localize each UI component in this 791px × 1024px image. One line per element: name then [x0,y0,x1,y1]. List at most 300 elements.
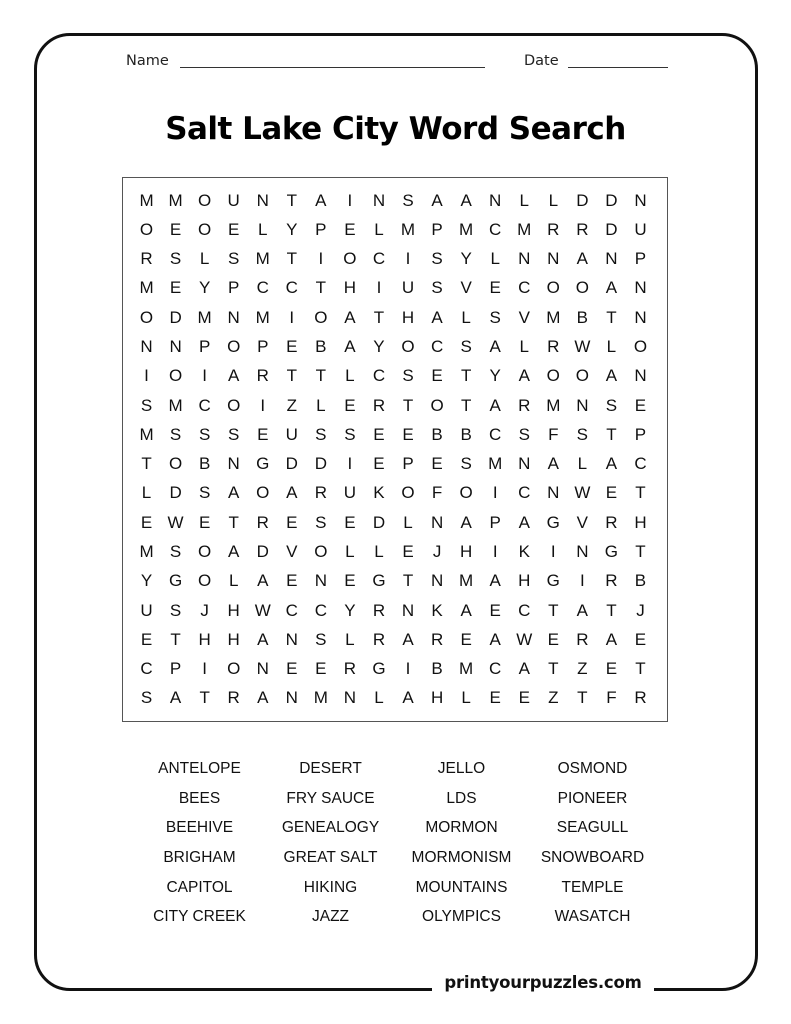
grid-cell[interactable]: T [170,629,181,649]
grid-cell[interactable]: T [460,366,472,386]
grid-cell[interactable]: W [574,483,591,503]
grid-cell[interactable]: F [548,424,559,444]
grid-cell[interactable]: G [372,659,386,679]
grid-cell[interactable]: R [314,483,327,503]
grid-cell[interactable]: N [314,571,327,591]
grid-cell[interactable]: C [430,337,444,357]
grid-cell[interactable]: O [168,454,183,474]
grid-cell[interactable]: A [605,366,618,386]
grid-cell[interactable]: T [402,571,414,591]
grid-cell[interactable]: P [198,337,211,357]
grid-cell[interactable]: D [169,483,182,503]
grid-cell[interactable]: A [489,337,501,357]
grid-cell[interactable]: E [402,424,414,444]
grid-cell[interactable]: A [402,629,414,649]
grid-cell[interactable]: O [459,483,473,503]
grid-cell[interactable]: C [634,454,647,474]
grid-cell[interactable]: B [431,424,443,444]
grid-cell[interactable]: O [256,483,270,503]
grid-cell[interactable]: W [516,629,533,649]
grid-cell[interactable]: T [635,541,646,561]
grid-cell[interactable]: R [343,659,357,679]
grid-cell[interactable]: D [605,190,618,210]
grid-cell[interactable]: G [546,571,560,591]
grid-cell[interactable]: U [227,190,240,210]
grid-cell[interactable]: I [347,454,353,474]
grid-cell[interactable]: O [227,337,241,357]
grid-cell[interactable]: E [344,395,356,415]
grid-cell[interactable]: C [518,278,531,298]
grid-cell[interactable]: E [228,219,240,239]
grid-cell[interactable]: G [604,541,619,561]
grid-cell[interactable]: F [606,688,617,708]
grid-cell[interactable]: A [489,571,501,591]
grid-cell[interactable]: M [139,190,154,210]
grid-cell[interactable]: E [489,600,501,620]
grid-cell[interactable]: T [402,395,414,415]
grid-cell[interactable]: C [285,278,298,298]
grid-cell[interactable]: I [492,541,498,561]
grid-cell[interactable]: M [488,454,503,474]
grid-cell[interactable]: A [315,190,327,210]
grid-cell[interactable]: E [547,629,559,649]
grid-cell[interactable]: R [576,219,589,239]
grid-cell[interactable]: Y [140,571,153,591]
grid-cell[interactable]: S [315,424,327,444]
grid-cell[interactable]: M [459,571,474,591]
grid-cell[interactable]: S [228,424,240,444]
grid-cell[interactable]: T [606,600,617,620]
grid-cell[interactable]: C [489,659,502,679]
grid-cell[interactable]: O [139,219,154,239]
grid-cell[interactable]: S [605,395,618,415]
grid-cell[interactable]: U [634,219,647,239]
grid-cell[interactable]: H [198,629,211,649]
grid-cell[interactable]: E [344,571,356,591]
grid-cell[interactable]: D [576,190,589,210]
grid-cell[interactable]: N [285,688,298,708]
grid-cell[interactable]: N [227,454,240,474]
grid-cell[interactable]: M [546,307,561,327]
grid-cell[interactable]: E [605,483,618,503]
grid-cell[interactable]: E [431,366,443,386]
grid-cell[interactable]: P [228,278,240,298]
grid-cell[interactable]: C [314,600,327,620]
grid-cell[interactable]: T [286,249,297,269]
grid-cell[interactable]: A [518,366,530,386]
grid-cell[interactable]: M [400,219,416,239]
grid-cell[interactable]: H [227,600,240,620]
grid-cell[interactable]: W [254,600,271,620]
grid-cell[interactable]: P [315,219,327,239]
grid-cell[interactable]: N [634,307,647,327]
grid-cell[interactable]: N [518,249,531,269]
grid-cell[interactable]: B [634,571,647,591]
grid-cell[interactable]: T [460,395,472,415]
grid-cell[interactable]: I [318,249,324,269]
grid-cell[interactable]: T [141,454,152,474]
grid-cell[interactable]: T [199,688,210,708]
grid-cell[interactable]: S [460,337,472,357]
grid-cell[interactable]: E [489,688,501,708]
grid-cell[interactable]: A [228,366,240,386]
grid-cell[interactable]: S [431,249,443,269]
grid-cell[interactable]: S [344,424,356,444]
grid-cell[interactable]: S [402,366,414,386]
grid-cell[interactable]: N [140,337,153,357]
grid-cell[interactable]: I [405,249,411,269]
grid-cell[interactable]: C [198,395,211,415]
grid-cell[interactable]: N [518,454,531,474]
grid-cell[interactable]: K [373,483,385,503]
grid-cell[interactable]: M [459,659,474,679]
grid-cell[interactable]: M [255,249,270,269]
grid-cell[interactable]: C [256,278,269,298]
grid-cell[interactable]: V [286,541,298,561]
grid-cell[interactable]: Y [198,278,211,298]
grid-cell[interactable]: C [489,424,502,444]
grid-cell[interactable]: T [606,424,617,444]
grid-cell[interactable]: A [605,278,618,298]
grid-cell[interactable]: L [316,395,326,415]
grid-cell[interactable]: L [141,483,152,503]
grid-cell[interactable]: E [373,424,385,444]
grid-cell[interactable]: L [228,571,239,591]
grid-cell[interactable]: C [140,659,153,679]
grid-cell[interactable]: Z [577,659,588,679]
grid-cell[interactable]: Y [489,366,501,386]
grid-cell[interactable]: N [605,249,618,269]
grid-cell[interactable]: C [372,366,386,386]
grid-cell[interactable]: L [519,190,529,210]
grid-cell[interactable]: D [605,219,618,239]
grid-cell[interactable]: N [489,190,502,210]
grid-cell[interactable]: P [169,659,182,679]
grid-cell[interactable]: B [576,307,589,327]
grid-cell[interactable]: M [139,278,154,298]
grid-cell[interactable]: H [459,541,473,561]
grid-cell[interactable]: M [139,541,154,561]
grid-cell[interactable]: N [343,688,357,708]
grid-cell[interactable]: S [169,541,182,561]
grid-cell[interactable]: A [605,454,618,474]
grid-cell[interactable]: P [431,219,443,239]
grid-cell[interactable]: A [576,600,589,620]
grid-cell[interactable]: G [256,454,270,474]
grid-cell[interactable]: I [202,366,207,386]
grid-cell[interactable]: S [228,249,240,269]
grid-cell[interactable]: R [430,629,444,649]
grid-cell[interactable]: A [344,307,356,327]
grid-cell[interactable]: S [140,688,153,708]
grid-cell[interactable]: A [228,541,240,561]
grid-cell[interactable]: S [431,278,443,298]
grid-cell[interactable]: P [634,424,647,444]
grid-cell[interactable]: U [401,278,415,298]
grid-cell[interactable]: W [167,512,184,532]
grid-cell[interactable]: C [518,600,531,620]
grid-cell[interactable]: I [289,307,295,327]
grid-cell[interactable]: S [169,600,182,620]
grid-cell[interactable]: R [605,512,618,532]
grid-cell[interactable]: L [606,337,617,357]
grid-cell[interactable]: A [518,512,530,532]
grid-cell[interactable]: N [634,190,647,210]
grid-cell[interactable]: T [315,366,327,386]
grid-cell[interactable]: M [313,688,328,708]
grid-cell[interactable]: M [168,190,183,210]
grid-cell[interactable]: A [489,629,501,649]
grid-cell[interactable]: E [634,395,647,415]
grid-cell[interactable]: O [198,541,212,561]
grid-cell[interactable]: N [634,366,647,386]
grid-cell[interactable]: T [606,307,617,327]
grid-cell[interactable]: K [518,541,530,561]
grid-cell[interactable]: M [139,424,154,444]
grid-cell[interactable]: N [372,190,386,210]
grid-cell[interactable]: H [401,307,415,327]
grid-cell[interactable]: V [576,512,589,532]
grid-cell[interactable]: E [140,629,153,649]
grid-cell[interactable]: U [343,483,357,503]
grid-cell[interactable]: N [576,541,589,561]
grid-cell[interactable]: E [460,629,472,649]
grid-cell[interactable]: I [492,483,498,503]
grid-cell[interactable]: R [372,629,386,649]
grid-cell[interactable]: S [576,424,589,444]
grid-cell[interactable]: E [169,278,182,298]
grid-cell[interactable]: I [144,366,149,386]
grid-cell[interactable]: N [256,659,269,679]
grid-cell[interactable]: A [228,483,240,503]
grid-cell[interactable]: M [546,395,561,415]
grid-cell[interactable]: T [635,659,646,679]
grid-cell[interactable]: A [547,454,559,474]
grid-cell[interactable]: S [169,249,182,269]
grid-cell[interactable]: A [460,190,472,210]
grid-cell[interactable]: K [431,600,443,620]
grid-cell[interactable]: A [169,688,182,708]
grid-cell[interactable]: O [633,337,648,357]
grid-cell[interactable]: S [140,395,153,415]
grid-cell[interactable]: A [257,629,269,649]
grid-cell[interactable]: E [373,454,385,474]
grid-cell[interactable]: C [489,219,502,239]
grid-cell[interactable]: I [550,541,556,561]
grid-cell[interactable]: T [373,307,385,327]
grid-cell[interactable]: H [518,571,531,591]
grid-cell[interactable]: N [547,483,560,503]
grid-cell[interactable]: E [634,629,647,649]
grid-cell[interactable]: O [401,337,415,357]
grid-cell[interactable]: O [314,307,328,327]
grid-cell[interactable]: L [199,249,210,269]
grid-cell[interactable]: A [257,688,269,708]
grid-cell[interactable]: C [285,600,298,620]
grid-cell[interactable]: P [489,512,501,532]
grid-cell[interactable]: P [257,337,269,357]
grid-cell[interactable]: O [430,395,444,415]
grid-cell[interactable]: E [489,278,501,298]
grid-cell[interactable]: G [372,571,386,591]
grid-cell[interactable]: L [374,541,384,561]
grid-cell[interactable]: O [227,659,241,679]
grid-cell[interactable]: A [257,571,269,591]
grid-cell[interactable]: B [315,337,327,357]
grid-cell[interactable]: N [430,512,444,532]
grid-cell[interactable]: L [548,190,559,210]
grid-cell[interactable]: N [285,629,298,649]
grid-cell[interactable]: T [286,190,297,210]
grid-cell[interactable]: O [314,541,328,561]
grid-cell[interactable]: L [461,307,471,327]
grid-cell[interactable]: O [546,366,560,386]
grid-cell[interactable]: N [256,190,269,210]
grid-cell[interactable]: M [168,395,183,415]
grid-cell[interactable]: B [198,454,211,474]
grid-cell[interactable]: S [315,512,327,532]
name-field-line[interactable] [180,67,485,68]
grid-cell[interactable]: S [402,190,414,210]
grid-cell[interactable]: S [198,483,211,503]
grid-cell[interactable]: R [576,629,589,649]
grid-cell[interactable]: T [286,366,297,386]
grid-cell[interactable]: T [228,512,239,532]
grid-cell[interactable]: E [286,571,298,591]
grid-cell[interactable]: O [198,190,212,210]
grid-cell[interactable]: J [200,600,209,620]
grid-cell[interactable]: E [286,512,298,532]
grid-cell[interactable]: C [372,249,386,269]
grid-cell[interactable]: R [372,600,386,620]
grid-cell[interactable]: D [314,454,327,474]
grid-cell[interactable]: Y [460,249,472,269]
grid-cell[interactable]: L [345,541,355,561]
grid-cell[interactable]: D [285,454,298,474]
grid-cell[interactable]: R [227,688,240,708]
grid-cell[interactable]: E [344,219,356,239]
grid-cell[interactable]: D [169,307,182,327]
grid-cell[interactable]: A [489,395,501,415]
grid-cell[interactable]: M [255,307,270,327]
grid-cell[interactable]: N [547,249,560,269]
grid-cell[interactable]: N [227,307,240,327]
grid-cell[interactable]: O [546,278,560,298]
grid-cell[interactable]: H [343,278,357,298]
grid-cell[interactable]: I [376,278,382,298]
grid-cell[interactable]: D [256,541,269,561]
grid-cell[interactable]: O [168,366,183,386]
grid-cell[interactable]: Y [286,219,298,239]
grid-cell[interactable]: N [169,337,182,357]
grid-cell[interactable]: S [518,424,530,444]
grid-cell[interactable]: U [140,600,153,620]
grid-cell[interactable]: R [634,688,647,708]
grid-cell[interactable]: I [260,395,266,415]
grid-cell[interactable]: A [286,483,298,503]
grid-cell[interactable]: E [169,219,182,239]
grid-cell[interactable]: R [547,219,560,239]
grid-cell[interactable]: P [402,454,414,474]
grid-cell[interactable]: E [198,512,211,532]
grid-cell[interactable]: S [169,424,182,444]
grid-cell[interactable]: W [574,337,591,357]
grid-cell[interactable]: S [198,424,211,444]
grid-cell[interactable]: M [459,219,474,239]
grid-cell[interactable]: M [197,307,212,327]
grid-cell[interactable]: H [430,688,444,708]
grid-cell[interactable]: A [344,337,356,357]
grid-cell[interactable]: L [374,219,384,239]
grid-cell[interactable]: U [285,424,298,444]
grid-cell[interactable]: L [577,454,588,474]
grid-cell[interactable]: O [343,249,357,269]
grid-cell[interactable]: H [227,629,240,649]
grid-cell[interactable]: A [460,600,472,620]
grid-cell[interactable]: E [286,659,298,679]
grid-cell[interactable]: S [460,454,472,474]
grid-cell[interactable]: O [227,395,241,415]
grid-cell[interactable]: J [636,600,645,620]
grid-cell[interactable]: Z [548,688,559,708]
grid-cell[interactable]: R [372,395,386,415]
grid-cell[interactable]: R [605,571,618,591]
grid-cell[interactable]: R [256,366,269,386]
grid-cell[interactable]: T [635,483,646,503]
grid-cell[interactable]: A [605,629,618,649]
grid-cell[interactable]: E [402,541,414,561]
grid-cell[interactable]: L [461,688,471,708]
grid-cell[interactable]: J [432,541,442,561]
grid-cell[interactable]: M [517,219,532,239]
grid-cell[interactable]: V [518,307,530,327]
grid-cell[interactable]: T [548,659,559,679]
grid-cell[interactable]: T [548,600,559,620]
grid-cell[interactable]: H [634,512,647,532]
grid-cell[interactable]: A [576,249,589,269]
grid-cell[interactable]: B [460,424,472,444]
grid-cell[interactable]: O [198,219,212,239]
grid-cell[interactable]: V [460,278,472,298]
grid-cell[interactable]: N [430,571,444,591]
grid-cell[interactable]: G [168,571,183,591]
grid-cell[interactable]: S [489,307,501,327]
date-field-line[interactable] [568,67,668,68]
grid-cell[interactable]: E [605,659,618,679]
grid-cell[interactable]: E [286,337,298,357]
grid-cell[interactable]: E [140,512,153,532]
grid-cell[interactable]: B [431,659,443,679]
grid-cell[interactable]: R [256,512,269,532]
grid-cell[interactable]: I [347,190,353,210]
grid-cell[interactable]: Y [373,337,385,357]
grid-cell[interactable]: E [344,512,356,532]
grid-cell[interactable]: O [575,278,589,298]
grid-cell[interactable]: L [374,688,384,708]
grid-cell[interactable]: I [579,571,585,591]
grid-cell[interactable]: Z [286,395,297,415]
grid-cell[interactable]: Y [344,600,356,620]
grid-cell[interactable]: A [402,688,414,708]
grid-cell[interactable]: R [518,395,531,415]
grid-cell[interactable]: C [518,483,531,503]
grid-cell[interactable]: L [490,249,500,269]
grid-cell[interactable]: R [140,249,153,269]
grid-cell[interactable]: L [345,629,355,649]
grid-cell[interactable]: L [519,337,529,357]
grid-cell[interactable]: N [401,600,415,620]
grid-cell[interactable]: G [546,512,560,532]
